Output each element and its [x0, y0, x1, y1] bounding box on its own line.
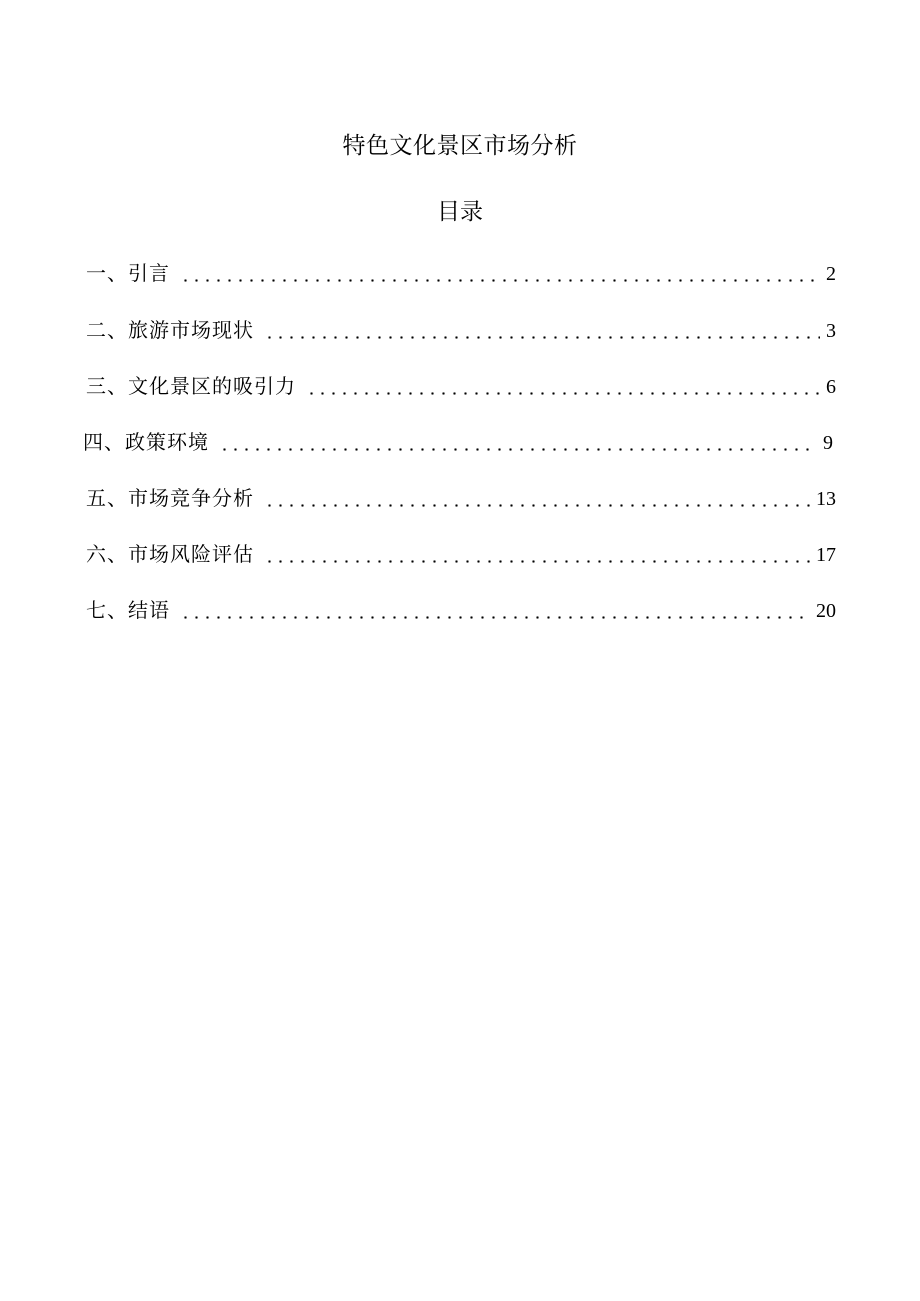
dot-leader [264, 313, 820, 347]
toc-entry-conclusion[interactable] [86, 593, 836, 627]
dot-leader [264, 537, 810, 571]
dot-leader [219, 425, 817, 459]
toc-entry-label: 七、结语 [86, 598, 170, 622]
toc-entry-label: 六、市场风险评估 [86, 542, 254, 566]
dot-leader [306, 369, 820, 403]
toc-entry-label: 二、旅游市场现状 [86, 318, 254, 342]
toc-entry-label: 四、政策环境 [83, 430, 209, 454]
toc-entry-page-number: 3 [826, 320, 836, 342]
document-title: 特色文化景区市场分析 [342, 133, 578, 159]
toc-entry-competition[interactable] [86, 481, 836, 515]
toc-entry-page-number: 20 [816, 600, 836, 622]
toc-entry-page-number: 17 [816, 544, 836, 566]
toc-heading: 目录 [437, 199, 483, 225]
toc-entry-page-number: 9 [823, 432, 833, 454]
toc-entry-risk[interactable] [86, 537, 836, 571]
toc-entry-policy[interactable] [83, 425, 833, 459]
toc-entry-label: 五、市场竞争分析 [86, 486, 254, 510]
toc-entry-market-status[interactable] [86, 313, 836, 347]
toc-entry-page-number: 6 [826, 376, 836, 398]
toc-entry-page-number: 2 [826, 263, 836, 285]
toc-entry-attraction[interactable] [86, 369, 836, 403]
toc-entry-label: 三、文化景区的吸引力 [86, 374, 296, 398]
toc-entry-introduction[interactable] [86, 256, 836, 290]
dot-leader [264, 481, 810, 515]
dot-leader [180, 256, 820, 290]
toc-entry-label: 一、引言 [86, 261, 170, 285]
toc-entry-page-number: 13 [816, 488, 836, 510]
dot-leader [180, 593, 810, 627]
